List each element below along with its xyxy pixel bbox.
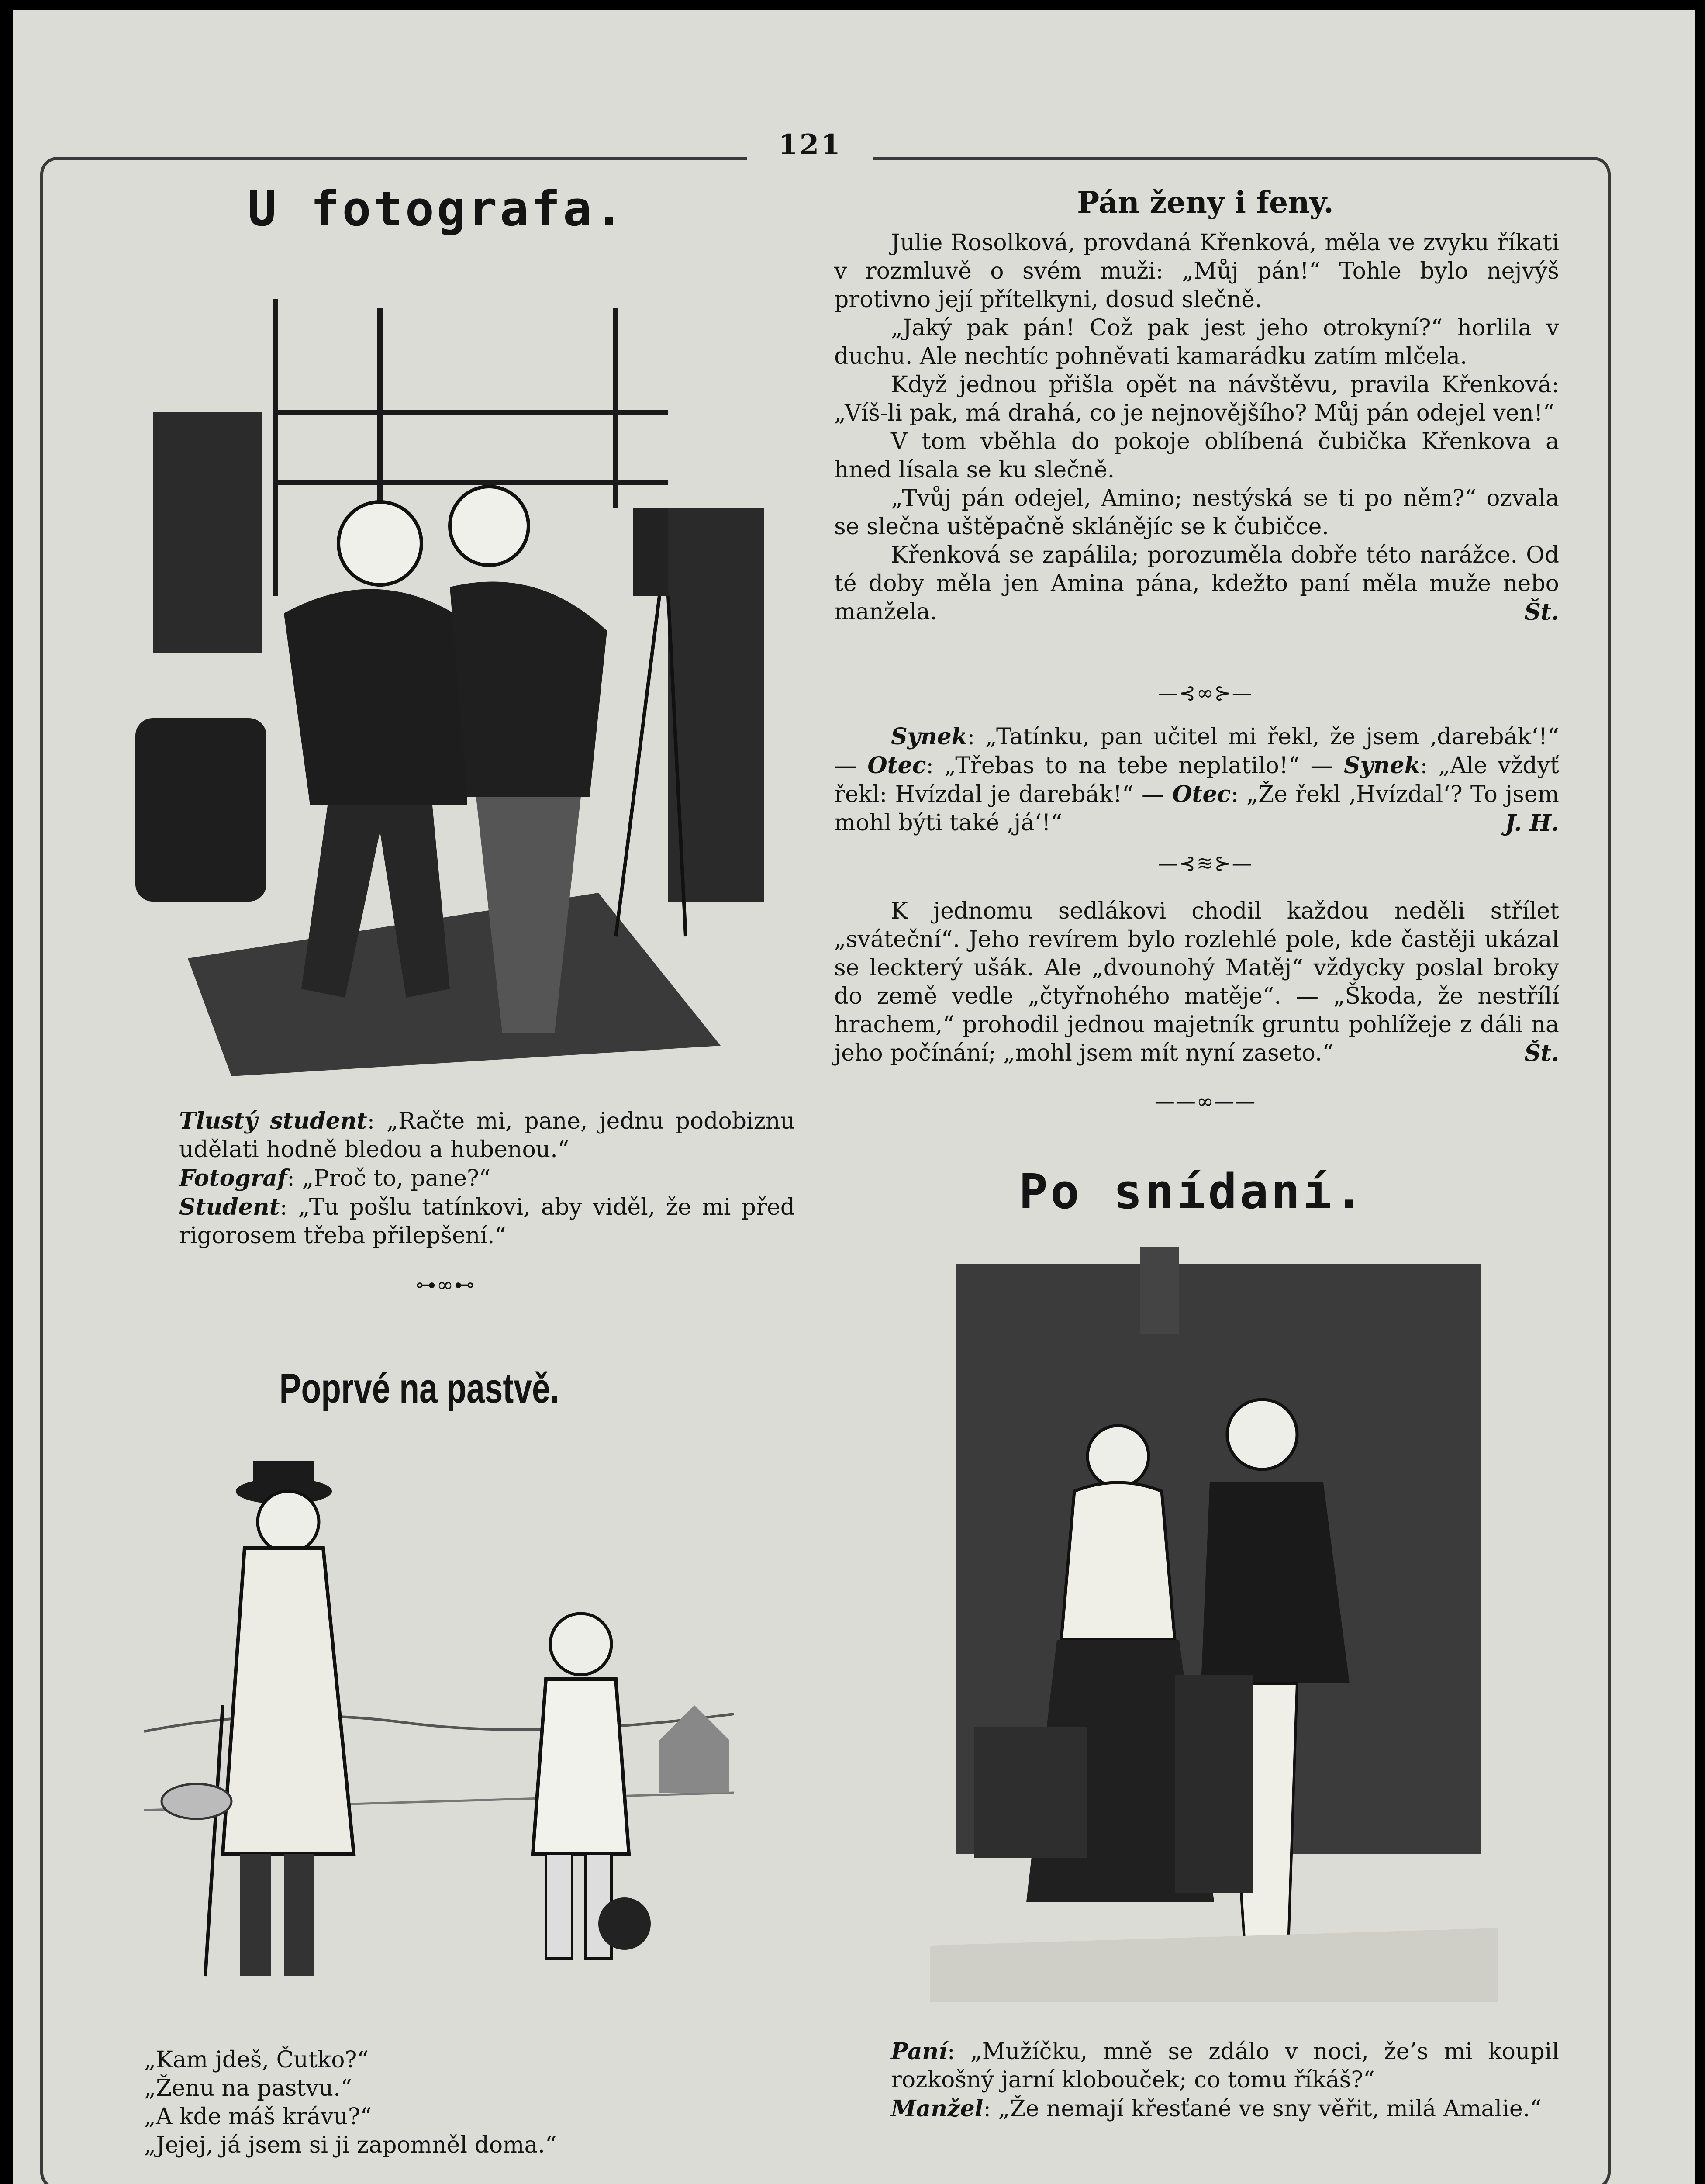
story-synek-otec: Synek: „Tatínku, pan učitel mi řekl, že jsem ‚darebák‘!“ — Otec: „Třebas to na tebe neplatilo!“ — Synek: „Ale vždyť řekl: Hvízdal je darebák!“ — Otec: „Že řekl ‚Hvízdal‘? To jsem mohl býti také ‚já‘!“ J. H. [834, 723, 1560, 836]
dialogue-line: „Jejej, já jsem si ji zapomněl doma.“ [144, 2132, 557, 2158]
signature: Št. [1524, 599, 1559, 625]
dialogue-line: Paní: „Mužíčku, mně se zdálo v noci, že’s mi koupil rozkošný jarní klobouček; co tomu říkáš?“ [891, 2038, 1559, 2093]
ornament-divider: ——∞—— [1154, 1089, 1256, 1113]
ornament-divider: ⊶∞⊷ [415, 1273, 476, 1296]
page-number: 121 [747, 128, 873, 161]
title-pan-zeny-i-feny: Pán ženy i feny. [1077, 185, 1334, 220]
dialogue-line: „A kde máš krávu?“ [144, 2104, 372, 2130]
dialogue-line: Manžel: „Že nemají křesťané ve sny věřit, milá Amalie.“ [891, 2095, 1542, 2122]
dialogue-line: Student: „Tu pošlu tatínkovi, aby viděl, že mi před rigorosem třeba přilepšení.“ [179, 1194, 795, 1249]
signature: J. H. [1505, 810, 1559, 836]
pasture-illustration [144, 1461, 734, 2028]
title-poprve-na-pastve: Poprvé na pastvě. [279, 1365, 559, 1412]
paragraph: „Tvůj pán odejel, Amino; nestýská se ti po něm?“ ozvala se slečna uštěpačně sklánějíc se k čubičce. [834, 485, 1559, 540]
title-po-snidani: Po snídaní. [1018, 1164, 1366, 1220]
story-svatecni-strelec: K jednomu sedlákovi chodil každou neděli střílet „sváteční“. Jeho revírem bylo rozlehlé pole, kde častěji ukázal se leckterý ušák. Ale „dvounohý Matěj“ vždycky poslal broky do země vedle „čtyřnohého matěje“. — „Škoda, že nestřílí hrachem,“ prohodil jednou majetník gruntu pohlížeje z dáli na jeho počínání; „mohl jsem mít nyní zaseto.“ Št. [834, 898, 1559, 1067]
couple-illustration [930, 1247, 1498, 2002]
ornament-divider: —⊰∞⊱— [1158, 681, 1253, 705]
paragraph: „Jaký pak pán! Což pak jest jeho otrokyní?“ horlila v duchu. Ale nechtíc pohněvati kamarádku zatím mlčela. [834, 315, 1559, 370]
paragraph: Když jednou přišla opět na návštěvu, pravila Křenková: „Víš-li pak, má drahá, co je nejnovějšího? Můj pán odejel ven!“ [834, 372, 1559, 426]
page-sheet [13, 10, 1695, 2184]
dialogue-line: „Ženu na pastvu.“ [144, 2075, 352, 2101]
signature: Št. [1524, 1040, 1559, 1067]
photographer-studio-illustration [118, 281, 764, 1076]
dialogue-photographer [122, 1107, 795, 1250]
ornament-divider: —⊰≋⊱— [1158, 851, 1253, 875]
dialogue-line: Tlustý student: „Račte mi, pane, jednu podobiznu udělati hodně bledou a hubenou.“ [179, 1108, 795, 1163]
title-u-fotografa: U fotografa. [247, 181, 626, 237]
dialogue-line: „Kam jdeš, Čutko?“ [144, 2047, 369, 2073]
paragraph: Julie Rosolková, provdaná Křenková, měla ve zvyku říkati v rozmluvě o svém muži: „Můj pán!“ Tohle bylo nejvýš protivno její přítelkyni, dosud slečně. [834, 230, 1559, 313]
story-pan-zeny [834, 229, 1559, 626]
dialogue-pasture [144, 2046, 668, 2160]
paragraph: Křenková se zapálila; porozuměla dobře této narážce. Od té doby měla jen Amina pána, kdežto paní měla muže nebo manžela. Št. [834, 542, 1559, 625]
paragraph: V tom vběhla do pokoje oblíbená čubička Křenkova a hned lísala se ku slečně. [834, 429, 1559, 483]
dialogue-line: Fotograf: „Proč to, pane?“ [179, 1165, 491, 1192]
dialogue-po-snidani [834, 2037, 1559, 2123]
